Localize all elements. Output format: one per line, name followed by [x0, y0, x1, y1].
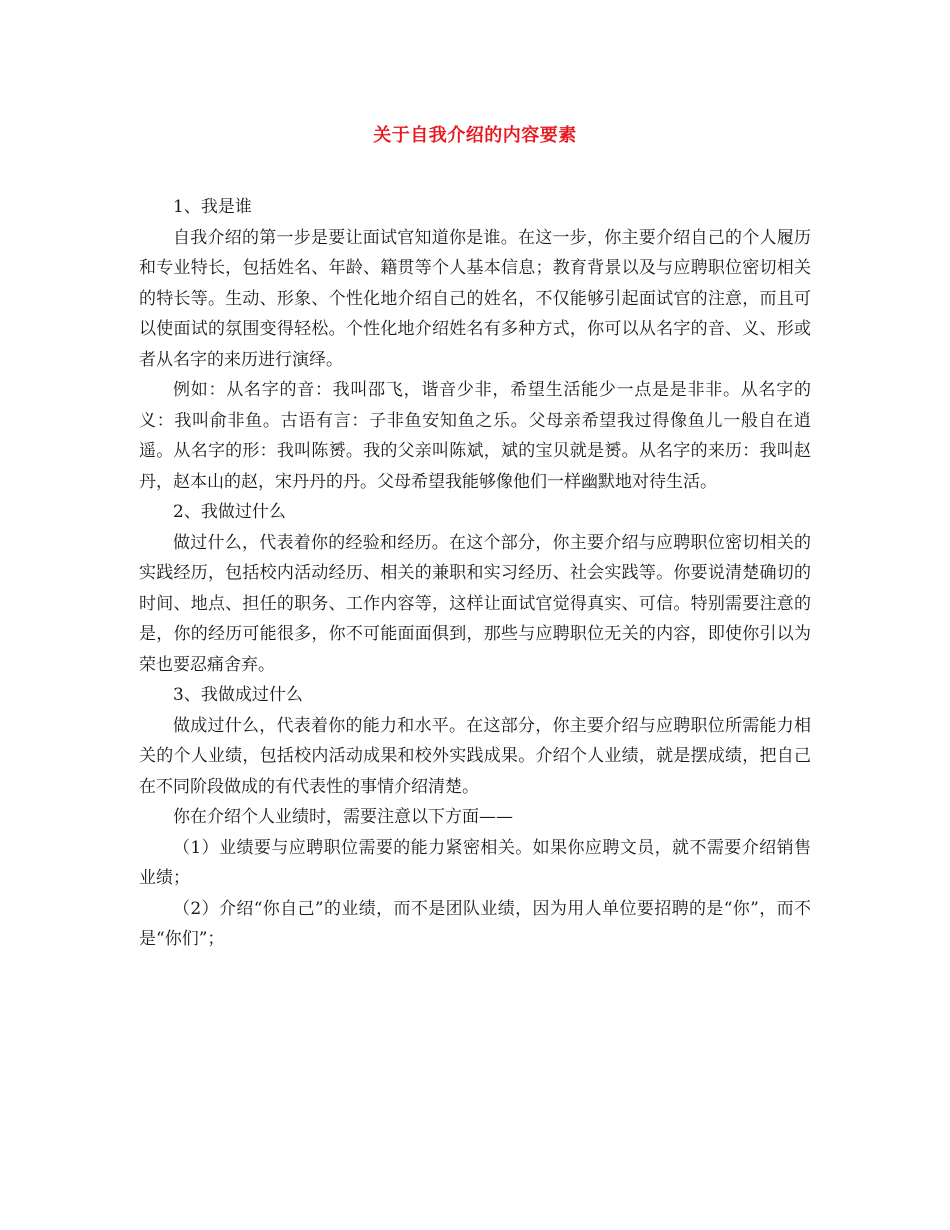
body-paragraph: 你在介绍个人业绩时，需要注意以下方面—— [173, 807, 513, 827]
section-heading-1: 1、我是谁 [173, 197, 252, 217]
list-item: （2）介绍“你自己”的业绩，而不是团队业绩，因为用人单位要招聘的是“你”，而不是“你们”； [139, 898, 811, 949]
body-paragraph: 做成过什么，代表着你的能力和水平。在这部分，你主要介绍与应聘职位所需能力相关的个人业绩，包括校内活动成果和校外实践成果。介绍个人业绩，就是摆成绩，把自己在不同阶段做成的有代表性的事情介绍清楚。 [139, 715, 811, 797]
document-body [139, 192, 811, 955]
body-paragraph: 做过什么，代表着你的经验和经历。在这个部分，你主要介绍与应聘职位密切相关的实践经历，包括校内活动经历、相关的兼职和实习经历、社会实践等。你要说清楚确切的时间、地点、担任的职务、工作内容等，这样让面试官觉得真实、可信。特别需要注意的是，你的经历可能很多，你不可能面面俱到，那些与应聘职位无关的内容，即使你引以为荣也要忍痛舍弃。 [139, 532, 811, 675]
document-title: 关于自我介绍的内容要素 [373, 125, 577, 146]
body-paragraph: 例如：从名字的音：我叫邵飞，谐音少非，希望生活能少一点是是非非。从名字的义：我叫俞非鱼。古语有言：子非鱼安知鱼之乐。父母亲希望我过得像鱼儿一般自在逍遥。从名字的形：我叫陈赟。我的父亲叫陈斌，斌的宝贝就是赟。从名字的来历：我叫赵丹，赵本山的赵，宋丹丹的丹。父母希望我能够像他们一样幽默地对待生活。 [139, 380, 811, 492]
section-heading-2: 2、我做过什么 [173, 502, 286, 522]
body-paragraph: 自我介绍的第一步是要让面试官知道你是谁。在这一步，你主要介绍自己的个人履历和专业特长，包括姓名、年龄、籍贯等个人基本信息；教育背景以及与应聘职位密切相关的特长等。生动、形象、个性化地介绍自己的姓名，不仅能够引起面试官的注意，而且可以使面试的氛围变得轻松。个性化地介绍姓名有多种方式，你可以从名字的音、义、形或者从名字的来历进行演绎。 [139, 227, 811, 370]
list-item: （1）业绩要与应聘职位需要的能力紧密相关。如果你应聘文员，就不需要介绍销售业绩； [139, 837, 811, 888]
section-heading-3: 3、我做成过什么 [173, 685, 303, 705]
